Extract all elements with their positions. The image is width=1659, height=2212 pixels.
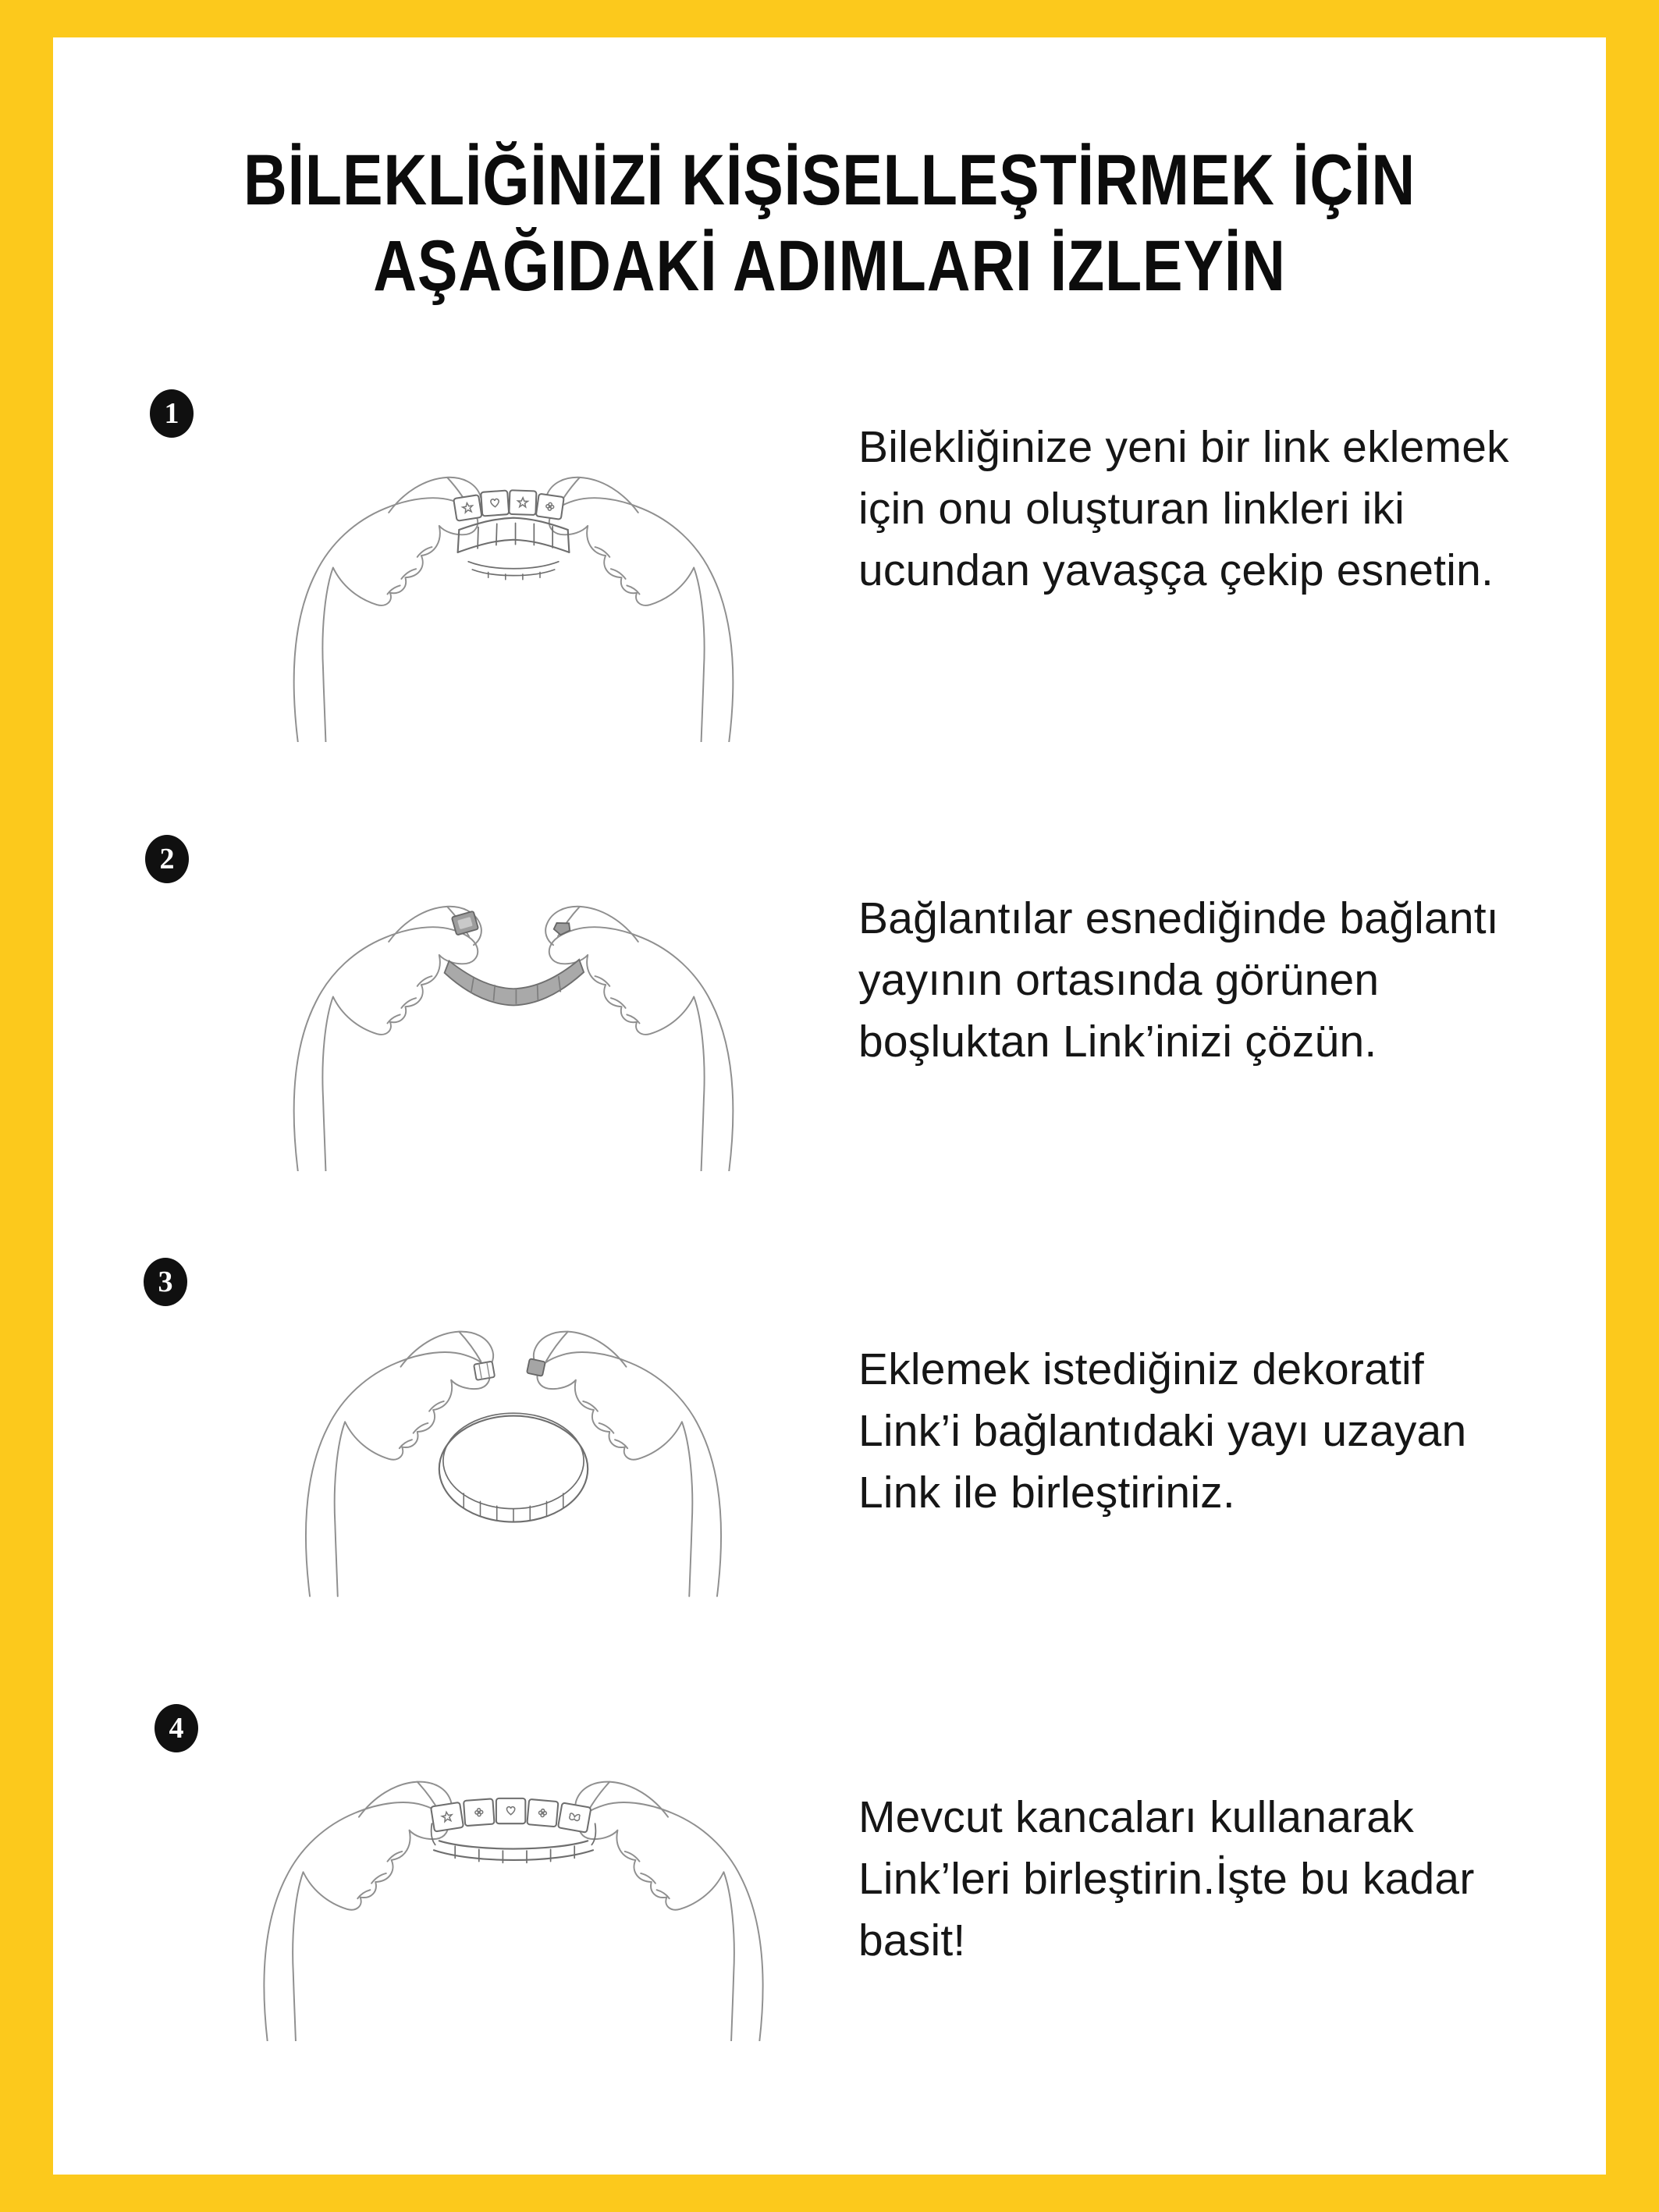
step-text <box>858 1787 1659 1972</box>
step-text-line: Link ile birleştiriniz. <box>858 1468 1235 1518</box>
illustration-step-4-hands-joining-links <box>248 1670 779 2041</box>
step-text-line: basit! <box>858 1916 966 1965</box>
step-text-line: Link’i bağlantıdaki yayı uzayan <box>858 1406 1467 1456</box>
page-title-line-2: AŞAĞIDAKİ ADIMLARI İZLEYİN <box>373 226 1286 307</box>
step-text-line: Bilekliğinize yeni bir link eklemek <box>858 422 1509 472</box>
detached-link-drawing <box>452 911 478 936</box>
spring-link-drawing <box>527 1358 545 1376</box>
step-text <box>858 417 1659 602</box>
step-text-line: için onu oluşturan linkleri iki <box>858 484 1405 534</box>
step-text-line: Link’leri birleştirin.İşte bu kadar <box>858 1854 1475 1904</box>
decorative-link-drawing <box>474 1362 495 1380</box>
link-hook-drawing <box>553 920 572 936</box>
step-text <box>858 888 1659 1073</box>
charm-plate <box>536 494 564 520</box>
page-title <box>177 137 1482 310</box>
step-text <box>858 1339 1659 1524</box>
step-text-line: Eklemek istediğiniz dekoratif <box>858 1344 1424 1394</box>
step-text-line: yayının ortasında görünen <box>858 955 1380 1005</box>
illustration-step-2-hands-detaching-link <box>248 800 779 1171</box>
illustration-step-3-hands-attaching-decorative-link <box>248 1233 779 1604</box>
step-number-badge: 2 <box>145 835 189 883</box>
charm-plate <box>496 1798 525 1823</box>
charm-plate <box>453 495 481 521</box>
step-number-badge: 1 <box>150 389 194 438</box>
step-text-line: Mevcut kancaları kullanarak <box>858 1792 1414 1842</box>
bracelet-loop-drawing <box>439 1413 588 1521</box>
bracelet-band-drawing <box>445 960 584 1006</box>
content-area <box>53 37 1606 2175</box>
page-title-line-1: BİLEKLİĞİNİZİ KİŞİSELLEŞTİRMEK İÇİN <box>243 140 1416 220</box>
charm-plate <box>431 1802 464 1832</box>
step-text-line: ucundan yavaşça çekip esnetin. <box>858 545 1494 595</box>
charm-plate <box>481 491 509 517</box>
step-text-line: boşluktan Link’inizi çözün. <box>858 1017 1377 1067</box>
step-text-line: Bağlantılar esnediğinde bağlantı <box>858 893 1499 943</box>
bracelet-band-drawing <box>458 518 570 580</box>
charm-plate <box>464 1798 495 1826</box>
step-number-badge: 4 <box>155 1704 198 1752</box>
charm-plate <box>527 1799 558 1827</box>
illustration-step-1-hands-stretching-bracelet <box>248 371 779 742</box>
charm-plate <box>558 1802 591 1832</box>
step-number-badge: 3 <box>144 1258 187 1306</box>
charm-plate <box>509 490 536 515</box>
